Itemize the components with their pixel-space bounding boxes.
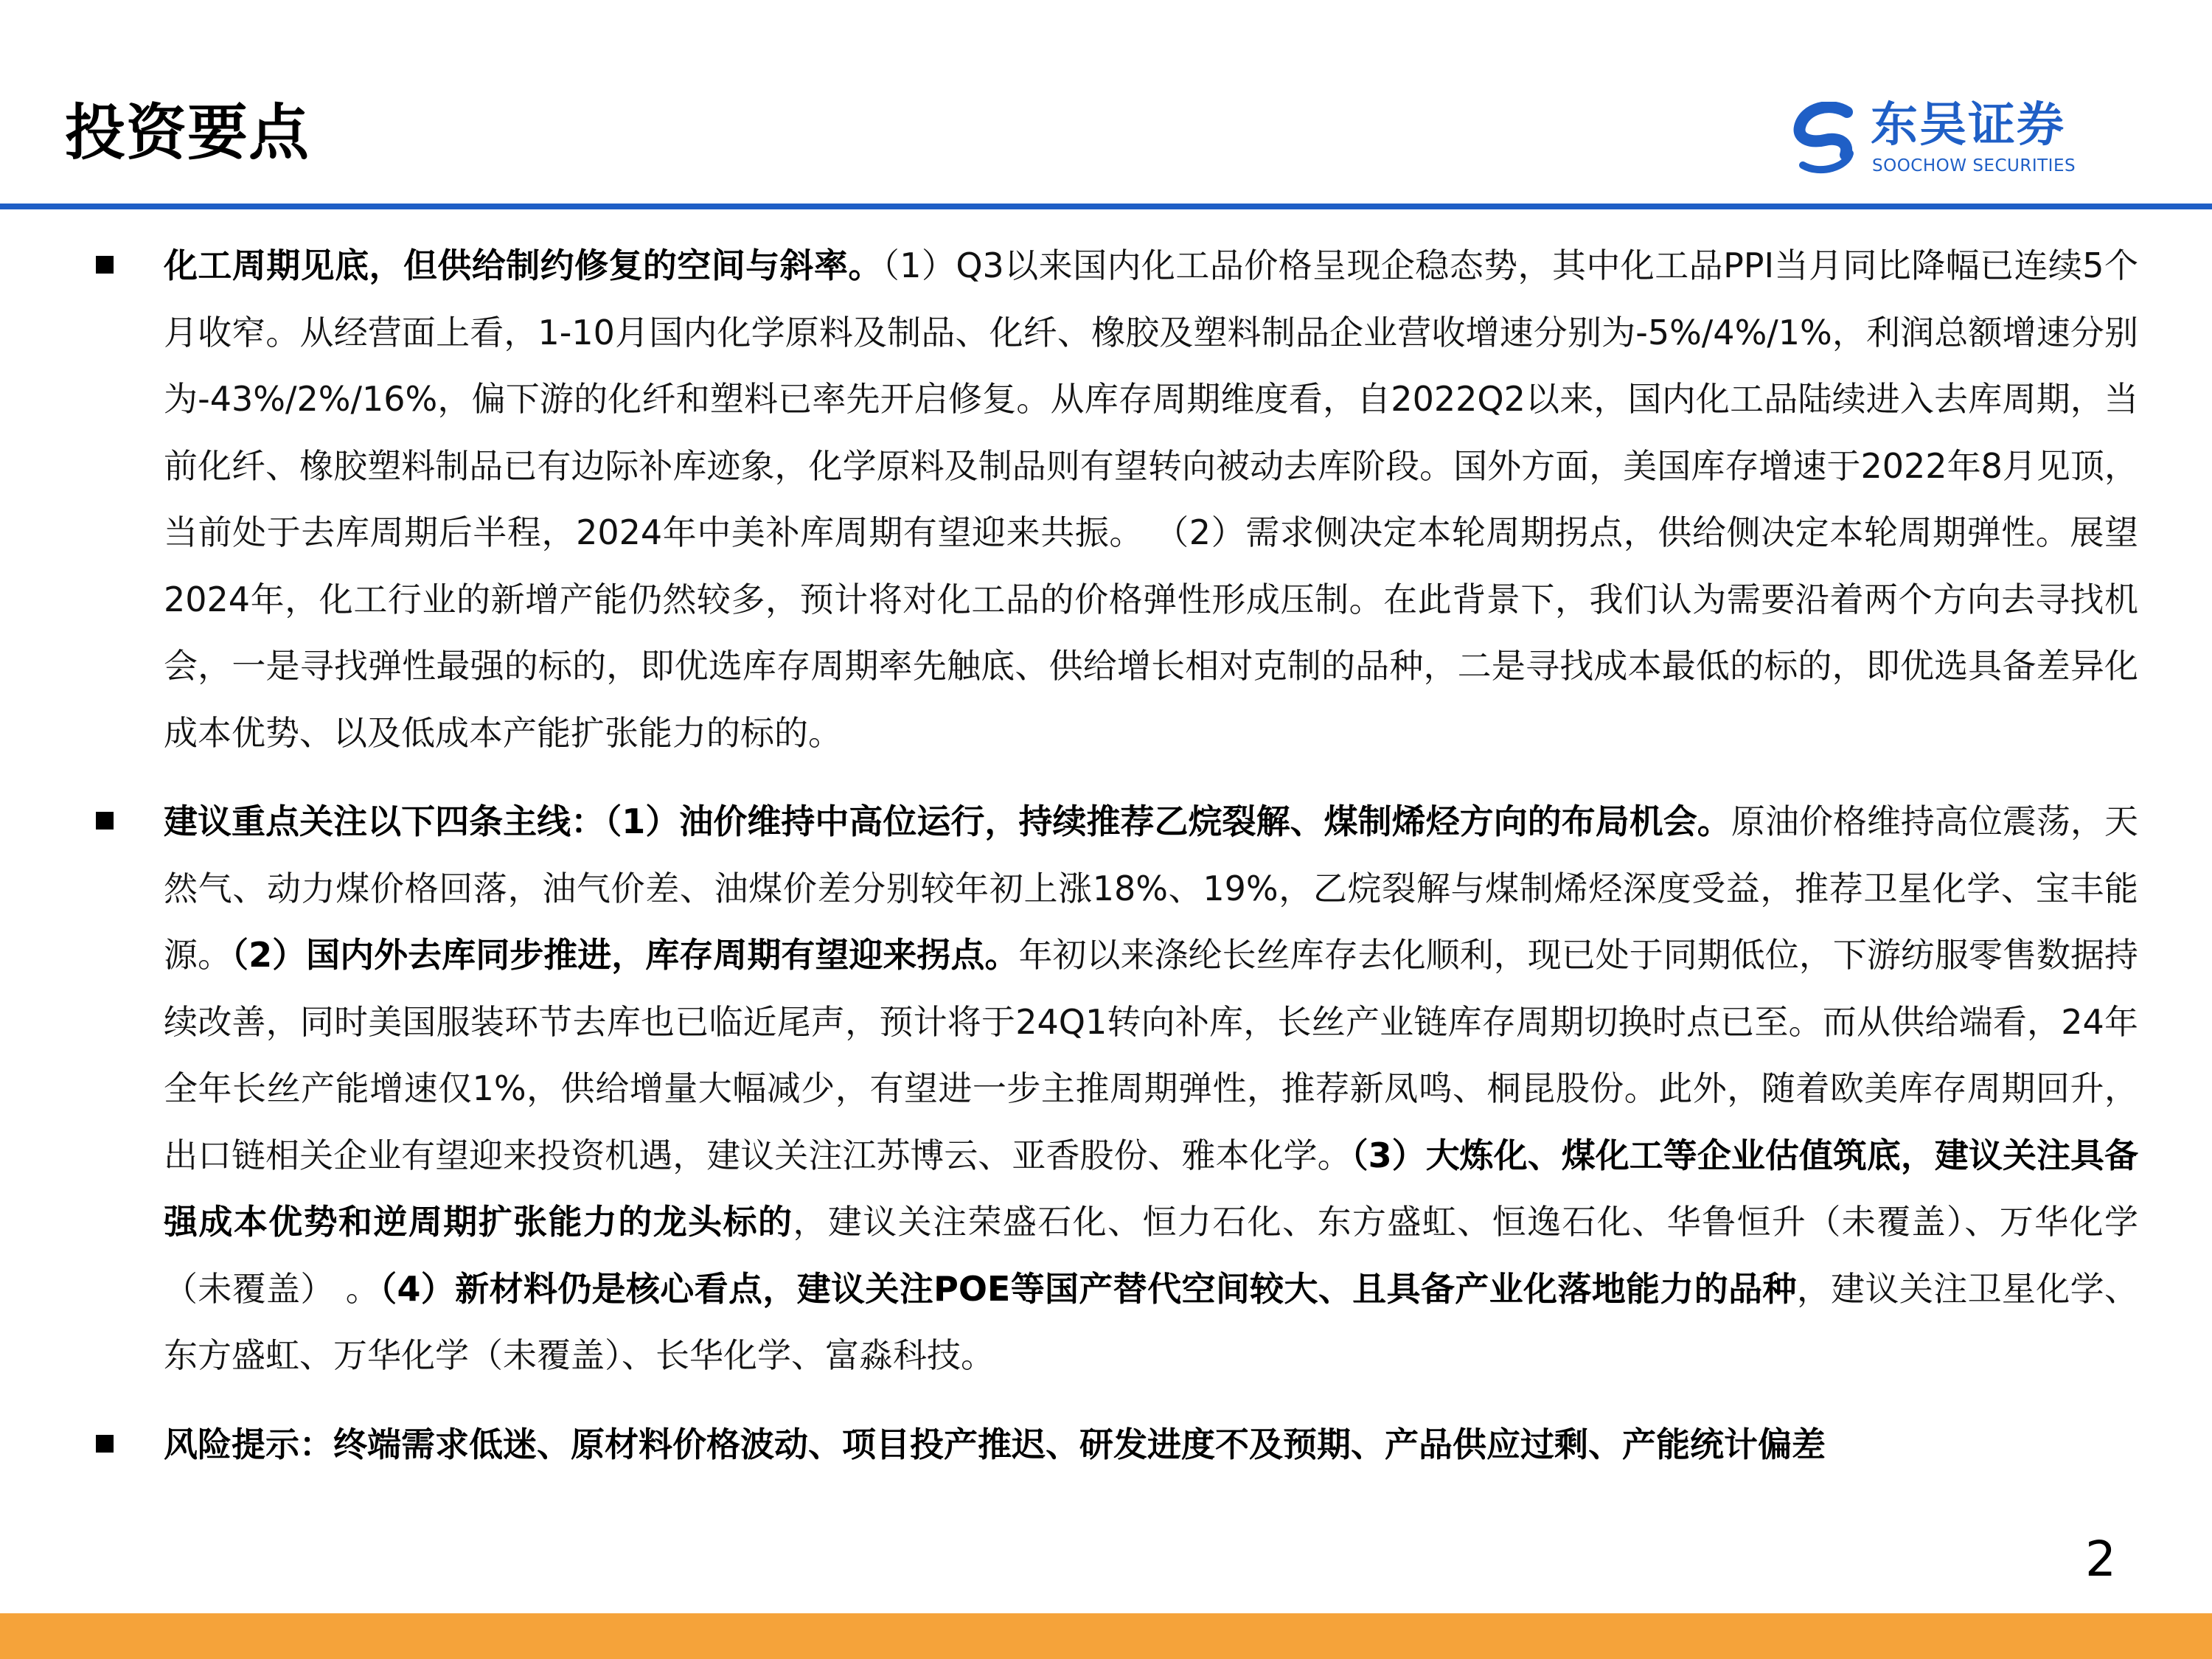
bullet-chemical-cycle	[96, 232, 2138, 766]
bullet-subheading: （2）国内外去库同步推进，库存周期有望迎来拐点。	[232, 935, 1019, 975]
bullet-heading: 建议重点关注以下四条主线：（1）油价维持中高位运行，持续推荐乙烷裂解、煤制烯烃方向的布局机会。	[164, 801, 1731, 841]
bullet-risk-warning	[96, 1411, 2138, 1478]
key-points-list	[96, 232, 2138, 1500]
logo-english-name: SOOCHOW SECURITIES	[1872, 156, 2076, 175]
square-bullet-icon	[96, 256, 114, 274]
bullet-text: 原油价格维持高位震荡，天然气、动力煤价格回落，油气价差、油煤价差分别较年初上涨18%、19%，乙烷裂解与煤制烯烃深度受益，推荐卫星化学、宝丰能源。	[164, 801, 2138, 975]
bullet-text: ，建议关注卫星化学、东方盛虹、万华化学（未覆盖）、长华化学、富淼科技。	[164, 1268, 2139, 1375]
footer-bar	[0, 1613, 2212, 1659]
bullet-text: （1）Q3以来国内化工品价格呈现企稳态势，其中化工品PPI当月同比降幅已连续5个月收窄。从经营面上看，1-10月国内化学原料及制品、化纤、橡胶及塑料制品企业营收增速分别为-5%/4%/1%，利润总额增速分别为-43%/2%/16%，偏下游的化纤和塑料已率先开启修复。从库存周期维度看，自2022Q2以来，国内化工品陆续进入去库周期，当前化纤、橡胶塑料制品已有边际补库迹象，化学原料及制品则有望转向被动去库阶段。国外方面，美国库存增速于2022年8月见顶，当前处于去库周期后半程，2024年中美补库周期有望迎来共振。 （2）需求侧决定本轮周期拐点，供给侧决定本轮周期弹性。展望2024年，化工行业的新增产能仍然较多，预计将对化工品的价格弹性形成压制。在此背景下，我们认为需要沿着两个方向去寻找机会，一是寻找弹性最强的标的，即优选库存周期率先触底、供给增长相对克制的品种，二是寻找成本最低的标的，即优选具备差异化成本优势、以及低成本产能扩张能力的标的。	[164, 246, 2138, 753]
bullet-four-main-lines	[96, 788, 2138, 1389]
bullet-subheading: （4）新材料仍是核心看点，建议关注POE等国产替代空间较大、且具备产业化落地能力的品种	[380, 1268, 1797, 1309]
page-number: 2	[2085, 1531, 2116, 1587]
page-title: 投资要点	[65, 98, 310, 168]
bullet-heading: 风险提示：终端需求低迷、原材料价格波动、项目投产推迟、研发进度不及预期、产品供应过剩、产能统计偏差	[164, 1424, 1826, 1464]
bullet-text: 年初以来涤纶长丝库存去化顺利，现已处于同期低位，下游纺服零售数据持续改善，同时美国服装环节去库也已临近尾声，预计将于24Q1转向补库，长丝产业链库存周期切换时点已至。而从供给端看，24年全年长丝产能增速仅1%，供给增量大幅减少，有望进一步主推周期弹性，推荐新凤鸣、桐昆股份。此外，随着欧美库存周期回升，出口链相关企业有望迎来投资机遇，建议关注江苏博云、亚香股份、雅本化学。	[164, 935, 2139, 1175]
logo-name: 东吴证券	[1871, 98, 2065, 153]
square-bullet-icon	[96, 812, 114, 830]
bullet-heading: 化工周期见底，但供给制约修复的空间与斜率。	[164, 246, 883, 285]
header-rule	[0, 204, 2212, 209]
bullet-subheading: （3）大炼化、煤化工等企业估值筑底，建议关注具备强成本优势和逆周期扩张能力的龙头标的	[164, 1135, 2139, 1242]
company-logo	[1788, 98, 2098, 175]
bullet-text: ，建议关注荣盛石化、恒力石化、东方盛虹、恒逸石化、华鲁恒升（未覆盖）、万华化学（未覆盖） 。	[164, 1202, 2139, 1309]
square-bullet-icon	[96, 1435, 114, 1453]
soochow-logo-icon	[1788, 102, 1862, 175]
